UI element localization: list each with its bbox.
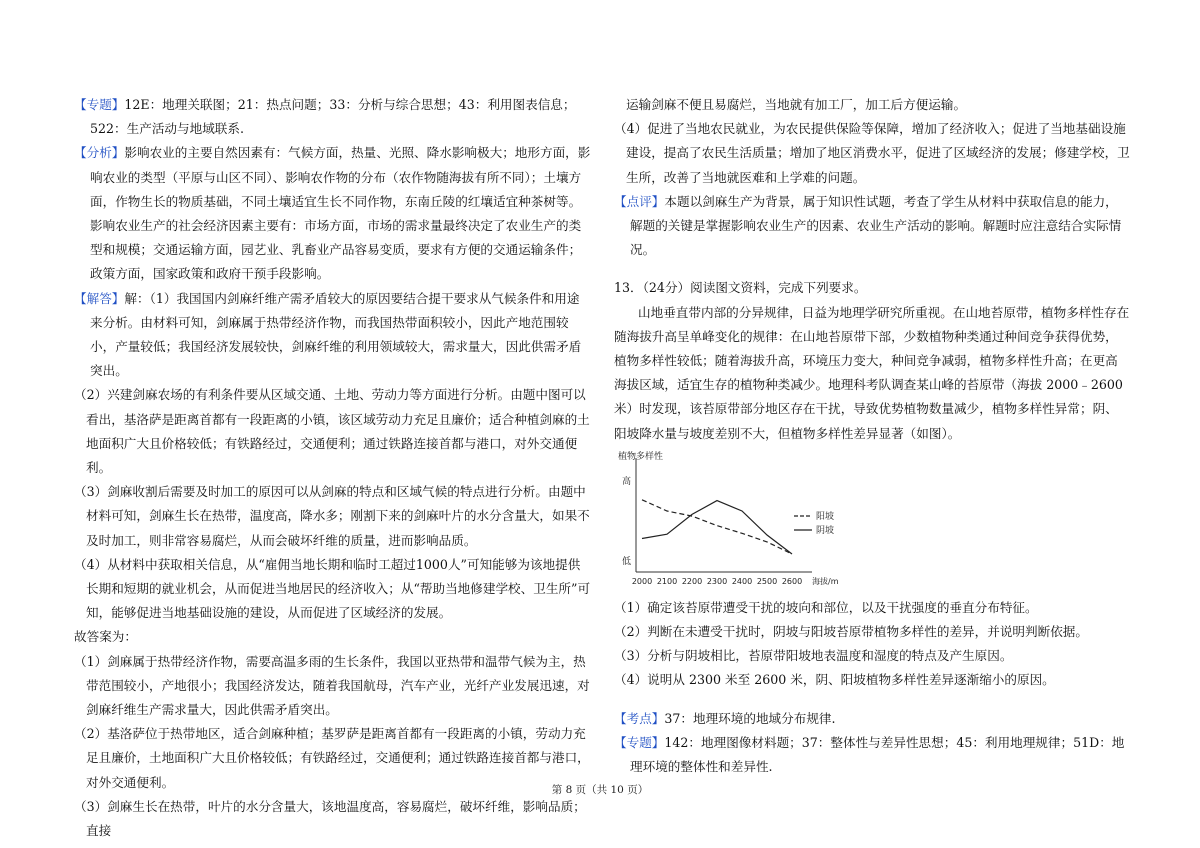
fenxi-section xyxy=(74,141,592,286)
answer-2: （2）基洛萨位于热带地区，适合剑麻种植；基罗萨是距离首都有一段距离的小镇，劳动力充足且廉价，土地面积广大且价格较低；有铁路经过，交通便利；通过铁路连接首都与港口，对外交通便利。 xyxy=(74,726,590,790)
legend-label-1: 阳坡 xyxy=(816,511,835,522)
x-tick-label: 2200 xyxy=(681,576,703,586)
y-low-label: 低 xyxy=(622,556,632,567)
sub-question-3: （3）分析与阴坡相比，苔原带阳坡地表温度和湿度的特点及产生原因。 xyxy=(614,648,1013,664)
question-13-material: 山地垂直带内部的分异规律，日益为地理学研究所重视。在山地苔原带，植物多样性存在随海拔升高呈单峰变化的规律：在山地苔原带下部，少数植物种类通过种间竞争获得优势，植物多样性较低；随着海拔升高，环境压力变大，种间竞争减弱，植物多样性升高；在更高海拔区域，适宜生存的植物种类减少。地理科考队调查某山峰的苔原带（海拔 2000﹣2600 米）时发现，该苔原带部分地区存在干扰，导致优势植物数量减少，植物多样性异常；阴、阳坡降水量与坡度差别不大，但植物多样性差异显著（如图）。 xyxy=(614,304,1130,441)
jieda-paragraph-2: （2）兴建剑麻农场的有利条件要从区域交通、土地、劳动力等方面进行分析。由题中图可以看出，基洛萨是距离首都有一段距离的小镇，该区域劳动力充足且廉价；适合种植剑麻的土地面积广大且价格较低；有铁路经过，交通便利；通过铁路连接首都与港口，对外交通便利。 xyxy=(74,387,590,476)
answer-heading: 故答案为： xyxy=(74,629,137,645)
zhuanti-tag: 【专题】 xyxy=(74,97,125,112)
x-tick-label: 2500 xyxy=(756,576,778,586)
jieda-paragraph-4: （4）从材料中获取相关信息，从“雇佣当地长期和临时工超过1000人”可知能够为该地提供长期和短期的就业机会，从而促进当地居民的经济收入；从“帮助当地修建学校、卫生所”可知，能够促进当地基础设施的建设，从而促进了区域经济的发展。 xyxy=(74,556,591,621)
right-column xyxy=(614,93,1130,779)
dianping-section xyxy=(614,190,1130,263)
fenxi-text: 影响农业的主要自然因素有：气候方面，热量、光照、降水影响极大；地形方面，影响农业的类型（平原与山区不同）、影响农作物的分布（农作物随海拔有所不同）；土壤方面，作物生长的物质基础，不同土壤适宜生长不同作物，东南丘陵的红壤适宜种茶树等。影响农业生产的社会经济因素主要有：市场方面，市场的需求量最终决定了农业生产的类型和规模；交通运输方面，园艺业、乳畜业产品容易变质，要求有方便的交通运输条件；政策方面，国家政策和政府干预手段影响。 xyxy=(90,145,591,282)
jieda-paragraph-3: （3）剑麻收割后需要及时加工的原因可以从剑麻的特点和区域气候的特点进行分析。由题中材料可知，剑麻生长在热带，温度高，降水多；刚割下来的剑麻叶片的水分含量大，如果不及时加工，则非常容易腐烂，从而会破坏纤维的质量，进而影响品质。 xyxy=(74,484,590,548)
x-axis-label: 海拔/m xyxy=(812,576,839,586)
x-tick-label: 2400 xyxy=(731,576,753,586)
question-13-heading: 13．（24分）阅读图文资料，完成下列要求。 xyxy=(614,280,867,296)
jieda-text-1: 解：（1）我国国内剑麻纤维产需矛盾较大的原因要结合提干要求从气候条件和用途来分析。由材料可知，剑麻属于热带经济作物，而我国热带面积较小，因此产地范围较小，产量较低；我国经济发展较快，剑麻纤维的利用领域较大，需求量大，因此供需矛盾突出。 xyxy=(90,290,582,379)
dianping-tag: 【点评】 xyxy=(614,193,665,209)
legend-label-2: 阴坡 xyxy=(816,525,835,536)
y-high-label: 高 xyxy=(622,476,632,487)
zhuanti2-section xyxy=(614,731,1130,779)
x-tick-label: 2100 xyxy=(656,576,678,586)
sub-question-1: （1）确定该苔原带遭受干扰的坡向和部位，以及干扰强度的垂直分布特征。 xyxy=(614,599,1038,615)
sub-question-2: （2）判断在未遭受干扰时，阴坡与阳坡苔原带植物多样性的差异，并说明判断依据。 xyxy=(614,624,1088,640)
left-column xyxy=(74,93,592,843)
diversity-chart-svg xyxy=(616,450,856,590)
page-footer: 第 8 页（共 10 页） xyxy=(551,784,649,796)
zhuanti-section xyxy=(74,93,592,141)
answer-1: （1）剑麻属于热带经济作物，需要高温多雨的生长条件，我国以亚热带和温带气候为主，热带范围较小，产地很小；我国经济发达，随着我国航母，汽车产业，光纤产业发展迅速，对剑麻纤维生产需求量大，因此供需矛盾突出。 xyxy=(74,653,590,718)
diversity-chart xyxy=(616,450,856,590)
answer-4: （4）促进了当地农民就业，为农民提供保险等保障，增加了经济收入；促进了当地基础设施建设，提高了农民生活质量；增加了地区消费水平，促进了区域经济的发展；修建学校，卫生所，改善了当地就医难和上学难的问题。 xyxy=(614,121,1130,185)
fenxi-tag: 【分析】 xyxy=(74,145,125,161)
x-tick-label: 2300 xyxy=(706,576,728,586)
series-line-1 xyxy=(642,500,792,554)
jieda-section xyxy=(74,287,592,384)
zhuanti2-text: 142：地理图像材料题；37：整体性与差异性思想；45：利用地理规律；51D：地理环境的整体性和差异性. xyxy=(630,734,1125,775)
kaodian-tag: 【考点】 xyxy=(614,710,665,726)
jieda-tag: 【解答】 xyxy=(74,290,125,306)
series-line-2 xyxy=(642,500,792,553)
zhuanti-text: 12E：地理关联图；21：热点问题；33：分析与综合思想；43：利用图表信息；522：生产活动与地域联系. xyxy=(90,97,576,137)
x-tick-label: 2600 xyxy=(781,576,803,586)
x-tick-label: 2000 xyxy=(631,576,653,586)
kaodian-section xyxy=(614,707,1130,731)
answer-3-continued: 运输剑麻不便且易腐烂，当地就有加工厂，加工后方便运输。 xyxy=(626,97,967,112)
y-axis-label: 植物多样性 xyxy=(618,451,664,462)
sub-question-4: （4）说明从 2300 米至 2600 米，阴、阳坡植物多样性差异逐渐缩小的原因。 xyxy=(614,672,1055,688)
dianping-text: 本题以剑麻生产为背景，属于知识性试题，考查了学生从材料中获取信息的能力，解题的关键是掌握影响农业生产的因素、农业生产活动的影响。解题时应注意结合实际情况。 xyxy=(630,193,1122,258)
answer-3: （3）剑麻生长在热带，叶片的水分含量大，该地温度高，容易腐烂，破坏纤维，影响品质；直接 xyxy=(74,798,586,839)
zhuanti2-tag: 【专题】 xyxy=(614,734,665,750)
kaodian-text: 37：地理环境的地域分布规律. xyxy=(664,710,836,726)
